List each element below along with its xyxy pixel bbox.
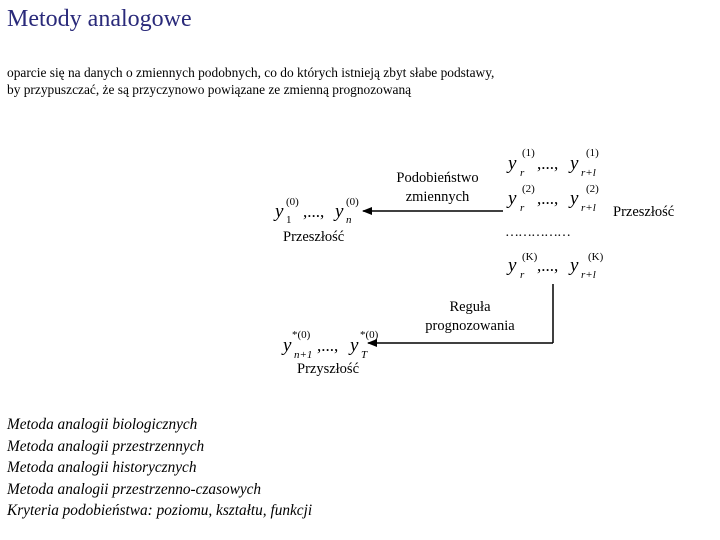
svg-text:(1): (1)	[522, 147, 535, 159]
page-title: Metody analogowe	[7, 6, 192, 32]
similarity-label: Podobieństwo zmiennych	[396, 170, 479, 205]
past-label-right: Przeszłość	[613, 204, 675, 220]
forecast-formula	[281, 325, 386, 365]
svg-text:*(0): *(0)	[292, 329, 311, 341]
past-label-left: Przeszłość	[283, 229, 345, 245]
svg-text:r: r	[520, 269, 525, 281]
svg-text:(0): (0)	[346, 196, 359, 208]
svg-text:r+l: r+l	[581, 167, 596, 179]
svg-text:y: y	[508, 255, 517, 276]
svg-text:1: 1	[286, 214, 292, 226]
methods-list	[7, 414, 312, 522]
intro-line-1: oparcie się na danych o zmiennych podobnych, co do których istnieją zbyt słabe podstawy,	[7, 65, 495, 80]
svg-text:(2): (2)	[522, 183, 535, 195]
rule-label: Reguła prognozowania	[425, 299, 515, 334]
analog-series-1-formula	[505, 145, 613, 183]
svg-text:y: y	[275, 201, 284, 222]
svg-text:,...,: ,...,	[537, 189, 559, 208]
svg-text:*(0): *(0)	[360, 329, 379, 341]
svg-text:y: y	[508, 188, 517, 209]
svg-text:n+1: n+1	[294, 349, 313, 361]
svg-text:T: T	[361, 349, 368, 361]
svg-text:y: y	[283, 335, 292, 356]
svg-text:(K): (K)	[588, 251, 604, 263]
analog-series-k-formula	[505, 249, 613, 287]
svg-text:(0): (0)	[286, 196, 299, 208]
list-item: Metoda analogii przestrzennych	[7, 437, 205, 455]
svg-text:(2): (2)	[586, 183, 599, 195]
list-item: Metoda analogii historycznych	[7, 459, 197, 476]
svg-text:(K): (K)	[522, 251, 538, 263]
svg-text:,...,: ,...,	[537, 256, 559, 275]
svg-text:,...,: ,...,	[303, 202, 325, 221]
svg-text:r+l: r+l	[581, 269, 596, 281]
svg-text:(1): (1)	[586, 147, 599, 159]
dots-separator: ……………	[505, 225, 570, 240]
svg-text:y: y	[350, 335, 359, 356]
list-item: Metoda analogii biologicznych	[7, 416, 198, 433]
list-item: Kryteria podobieństwa: poziomu, kształtu, funkcji	[7, 502, 313, 519]
svg-text:r+l: r+l	[581, 202, 596, 214]
svg-text:y: y	[570, 255, 579, 276]
list-item: Metoda analogii przestrzenno-czasowych	[7, 480, 262, 498]
svg-text:y: y	[508, 153, 517, 174]
analog-series-2-formula	[505, 182, 613, 220]
svg-text:y: y	[570, 188, 579, 209]
svg-text:,...,: ,...,	[317, 336, 339, 355]
svg-text:,...,: ,...,	[537, 154, 559, 173]
svg-text:n: n	[346, 214, 352, 226]
svg-text:r: r	[520, 202, 525, 214]
svg-text:y: y	[335, 201, 344, 222]
svg-text:r: r	[520, 167, 525, 179]
svg-text:y: y	[570, 153, 579, 174]
base-series-formula	[273, 190, 368, 228]
intro-line-2: by przypuszczać, że są przyczynowo powiązane ze zmienną prognozowaną	[7, 82, 412, 97]
future-label: Przyszłość	[297, 361, 360, 377]
